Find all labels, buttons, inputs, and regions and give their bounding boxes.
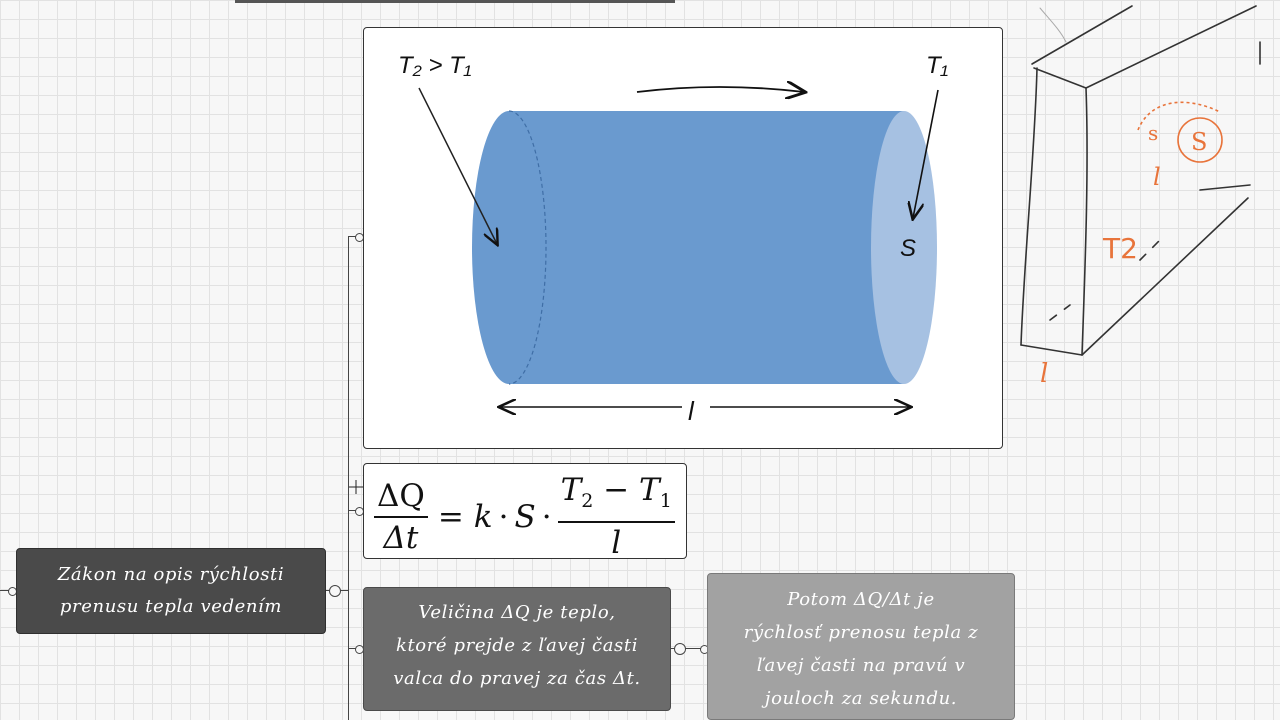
collapse-knob-root[interactable] (329, 585, 341, 597)
dot-1: · (498, 498, 509, 535)
flow-arrow (637, 87, 804, 92)
top-toolbar-edge (235, 0, 675, 3)
subscript-2: 2 (581, 490, 594, 513)
followup-line-3: ľavej časti na pravú v (756, 655, 966, 676)
collapse-knob-detail[interactable] (674, 643, 686, 655)
equation-card[interactable] (363, 463, 687, 562)
label-t2-gt-t1: T₂ > T₁ (398, 52, 472, 79)
rhs-fraction (558, 472, 675, 561)
followup-line-1: Potom ΔQ/Δt je (787, 589, 935, 610)
symbol-t1: T (639, 472, 660, 508)
detail-line-2: ktoré prejde z ľavej časti (395, 635, 639, 656)
sketch-label-l-bottom: l (1040, 359, 1049, 389)
label-t1: T₁ (926, 52, 949, 79)
minus-sign: − (593, 472, 640, 508)
label-s: S (900, 235, 917, 262)
cylinder-figure[interactable] (363, 27, 1003, 449)
root-node-text (17, 559, 325, 623)
detail-node-text (364, 596, 670, 695)
dot-2: · (541, 498, 552, 535)
followup-node[interactable] (707, 573, 1015, 720)
move-cursor-icon (349, 480, 363, 494)
rhs-numerator (558, 472, 675, 523)
lhs-denominator: Δt (383, 519, 419, 556)
sketch-label-t2: T2 (1103, 232, 1138, 265)
lhs-numerator: ΔQ (374, 478, 428, 518)
rhs-denominator: l (611, 525, 622, 562)
heat-rate-equation (374, 472, 675, 561)
followup-line-2: rýchlosť prenosu tepla z (743, 622, 979, 643)
sketch-label-s-circle: S (1191, 128, 1208, 156)
lhs-fraction (374, 478, 428, 556)
root-node[interactable] (16, 548, 326, 634)
subscript-1: 1 (659, 490, 672, 513)
hand-sketch[interactable] (1010, 0, 1280, 400)
cylinder-body (472, 111, 904, 384)
cylinder-illustration (364, 28, 1004, 450)
sketch-label-l-top: l (1153, 163, 1161, 191)
label-length: l (688, 396, 694, 426)
equals-sign: = (437, 498, 464, 535)
followup-line-4: jouloch za sekundu. (764, 688, 958, 709)
detail-line-3: valca do pravej za čas Δt. (393, 668, 641, 689)
coefficient-k: k (473, 498, 493, 535)
symbol-t2: T (560, 472, 582, 508)
root-line-2: prenusu tepla vedením (59, 596, 283, 617)
detail-line-1: Veličina ΔQ je teplo, (418, 602, 616, 623)
sketch-box-lines (1021, 6, 1260, 355)
sketch-label-s-small: s (1148, 121, 1159, 145)
root-line-1: Zákon na opis rýchlosti (57, 564, 285, 585)
area-s: S (514, 498, 536, 535)
followup-node-text (708, 583, 1014, 715)
detail-node[interactable] (363, 587, 671, 711)
